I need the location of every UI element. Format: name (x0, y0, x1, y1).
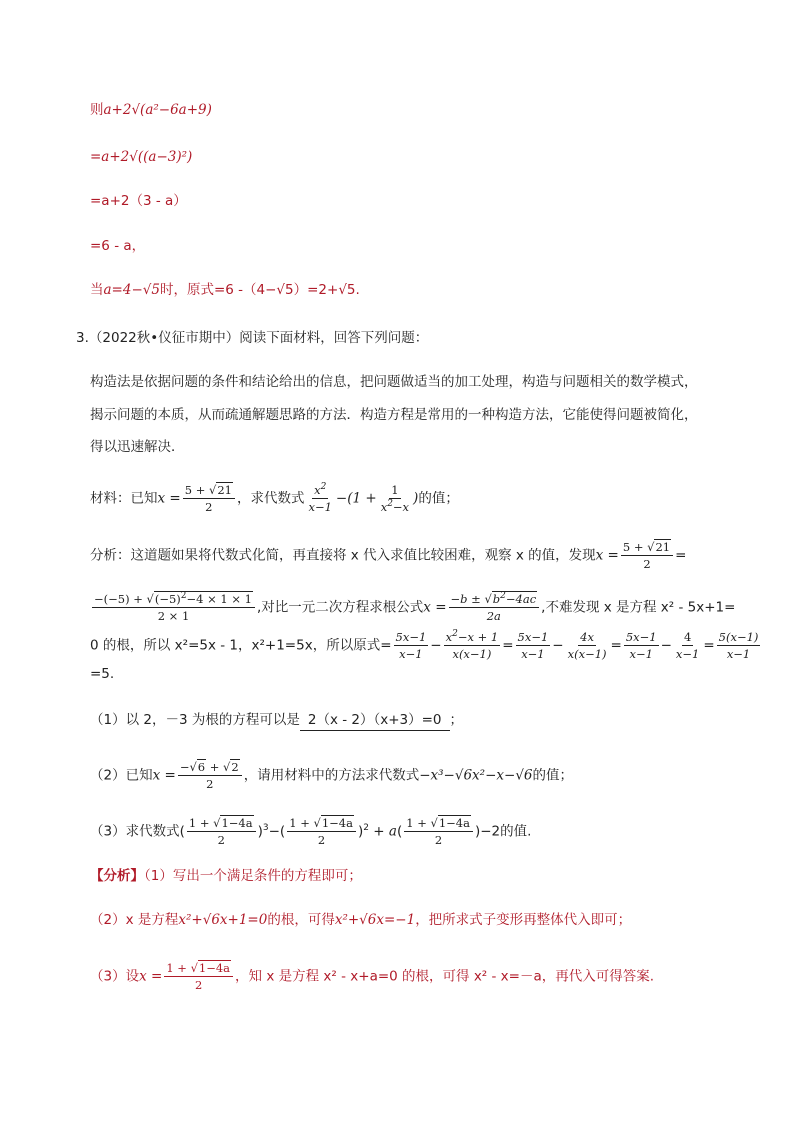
solution-line-1 (90, 100, 212, 120)
text-suffix: −2的值. (480, 823, 532, 840)
math-expression: x²+√6x+1=0 (178, 912, 268, 928)
text-mid: 的根，可得 (267, 912, 335, 928)
fraction: $\frac{5 + √21}{2}$ (183, 483, 235, 514)
fraction: $\frac{1 + √1-4a}{2}$ (164, 961, 233, 992)
subquestion-1 (90, 710, 463, 731)
text-prefix: 材料：已知 (90, 490, 158, 507)
fraction: $\frac{x^2}{x-1}$ (308, 482, 332, 514)
subquestion-2: （2）已知x = $\frac{-√6 + √2}{2}$ ，请用材料中的方法求代数式−x³−√6x²−x−√6的值； (90, 760, 574, 791)
math-expression: a=4−√5 (103, 282, 160, 298)
text-suffix: 的值； (418, 490, 459, 507)
text-mid: ,对比一元二次方程求根公式 (257, 599, 424, 616)
text-prefix: 则 (90, 102, 104, 118)
solution-line-2: =a+2√((a−3)²) (90, 149, 193, 165)
text-prefix: 分析：这道题如果将代数式化简，再直接将 x 代入求值比较困难，观察 x 的值，发现 (90, 547, 596, 564)
fraction: $\frac{-√6 + √2}{2}$ (178, 760, 242, 791)
text-prefix: （1）以 2，－3 为根的方程可以是 (90, 712, 300, 728)
text-mid: ，请用材料中的方法求代数式 (243, 767, 420, 784)
text-mid: ，求代数式 (236, 490, 305, 507)
analysis-text-line-2: $\frac{-(-5) + √(-5)^2-4 \times 1 \times 1}{2 \times 1}$ ,对比一元二次方程求根公式x = $\frac{-b \pm √b^2-4ac}{2a}$ ,不难发现 x 是方程 x² - 5x+1= (94, 591, 736, 623)
analysis-text-line-1: 分析：这道题如果将代数式化简，再直接将 x 代入求值比较困难，观察 x 的值，发现x = $\frac{5 + √21}{2}$ = (90, 540, 687, 571)
text-prefix: 0 的根，所以 x²=5x - 1，x²+1=5x，所以原式= (90, 637, 392, 654)
analysis-item-3: （3）设x = $\frac{1 + √1-4a}{2}$ ，知 x 是方程 x² - x+a=0 的根，可得 x² - x=－a，再代入可得答案. (90, 961, 655, 992)
intro-line-2: 揭示问题的本质，从而疏通解题思路的方法．构造方程是常用的一种构造方法，它能使得问题被简化， (90, 407, 698, 423)
text-suffix: 的值； (532, 767, 574, 784)
answer-blank: 2（x - 2）（x+3）=0 (300, 710, 450, 731)
analysis-text-line-4: =5. (90, 666, 115, 682)
material-line: 材料：已知x = $\frac{5 + √21}{2}$ ，求代数式 $\frac{x^2}{x-1}$ −(1 + $\frac{1}{x^2-x}$ )的值； (90, 482, 459, 514)
analysis-text-line-3: 0 的根，所以 x²=5x - 1，x²+1=5x，所以原式= $\frac{5x-1}{x-1}$ − $\frac{x^2-x + 1}{x(x-1)}$ = $\frac{5x-1}{x-1}$ − $\frac{4x}{x(x-1)}$ = $\frac{5x-1}{x-1}$ − $\frac{4}{x-1}$ = $\frac{5(x-1)}{x-1}$ (90, 629, 759, 661)
solution-line-3: =a+2（3 - a） (90, 193, 187, 209)
text-suffix: ,不难发现 x 是方程 x² - 5x+1= (541, 599, 736, 616)
text-suffix: ； (449, 712, 464, 728)
text-suffix: ，把所求式子变形再整体代入即可； (415, 912, 632, 928)
text-prefix: （3）求代数式 (90, 823, 180, 840)
question-header (76, 328, 428, 348)
subquestion-3: （3）求代数式( $\frac{1 + √1-4a}{2}$ )$^3$−( $\frac{1 + √1-4a}{2}$ )$^2$ + a( $\frac{1 + √1-4a}{2}$ )−2的值. (90, 816, 532, 847)
analysis-item-1 (90, 866, 362, 886)
fraction: $\frac{-b \pm √b^2-4ac}{2a}$ (449, 592, 540, 623)
intro-line-1: 构造法是依据问题的条件和结论给出的信息，把问题做适当的加工处理，构造与问题相关的数学模式， (90, 374, 698, 390)
text-suffix: ，知 x 是方程 x² - x+a=0 的根，可得 x² - x=－a，再代入可得答案. (235, 968, 655, 985)
analysis-label: 【分析】 (90, 868, 144, 884)
fraction: $\frac{5 + √21}{2}$ (621, 540, 673, 571)
analysis-item-2 (90, 910, 631, 930)
math-expression: −x³−√6x²−x−√6 (419, 767, 533, 784)
text-prefix: （2）x 是方程 (90, 912, 179, 928)
analysis-text: （1）写出一个满足条件的方程即可； (144, 868, 362, 884)
question-title: 阅读下面材料，回答下列问题： (239, 330, 429, 346)
fraction: $\frac{-(-5) + √(-5)^2-4 \times 1 \times 1}{2 \times 1}$ (92, 592, 255, 623)
fraction: $\frac{1}{x^2-x}$ (380, 483, 410, 514)
intro-line-3: 得以迅速解决． (90, 439, 185, 455)
question-number: 3. (76, 330, 89, 346)
text-prefix: （2）已知 (90, 767, 153, 784)
math-expression: a+2√(a²−6a+9) (103, 102, 212, 118)
text-prefix: 当 (90, 282, 104, 298)
text-prefix: （3）设 (90, 968, 140, 985)
text-suffix: 时，原式=6 -（4−√5）=2+√5. (159, 282, 360, 298)
question-source: （2022秋•仪征市期中） (88, 330, 240, 346)
math-expression: x²+√6x=−1 (334, 912, 416, 928)
solution-line-4: =6 - a， (90, 238, 146, 254)
solution-line-5 (90, 280, 360, 300)
